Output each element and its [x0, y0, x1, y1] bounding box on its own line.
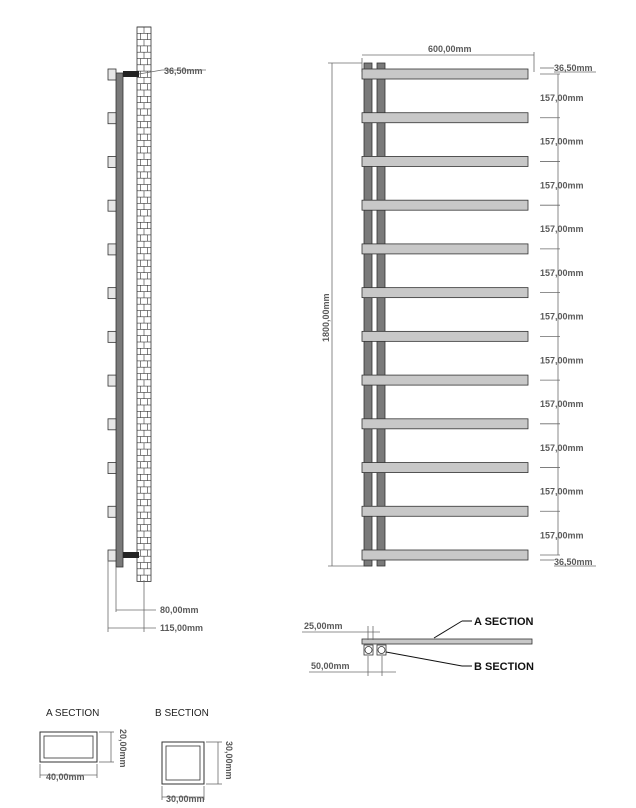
spacing-label: 157,00mm	[540, 224, 584, 235]
spacing-label: 157,00mm	[540, 442, 584, 453]
spacing-label: 157,00mm	[540, 180, 584, 191]
side-bar-end	[108, 156, 116, 167]
side-bar-end	[108, 200, 116, 211]
side-bar-end	[108, 506, 116, 517]
section-b-outer	[162, 742, 204, 784]
section-a-height-label: 20,00mm	[118, 729, 128, 768]
side-bar-ends	[108, 69, 116, 561]
front-width-label: 600,00mm	[428, 44, 472, 54]
section-a-outer	[40, 732, 97, 762]
front-bottom-offset-label: 36,50mm	[554, 557, 593, 567]
section-b-width-label: 30,00mm	[166, 794, 205, 804]
towel-bar	[362, 244, 528, 254]
spacing-label: 157,00mm	[540, 93, 584, 103]
side-bar-end	[108, 419, 116, 430]
wall-distance-outer-label: 115,00mm	[160, 623, 204, 633]
front-height-label: 1800,00mm	[321, 293, 331, 342]
bottom-wall-mount	[123, 552, 139, 558]
section-a-width-label: 40,00mm	[46, 772, 85, 782]
towel-bar	[362, 331, 528, 341]
front-spacing-dimensions	[540, 74, 584, 555]
top-wall-mount	[123, 71, 139, 77]
spacing-label: 157,00mm	[540, 136, 584, 147]
section-a-title: A SECTION	[46, 708, 100, 719]
section-b-height-label: 30,00mm	[224, 741, 234, 780]
front-top-offset-label: 36,50mm	[554, 63, 593, 73]
top-dim-pipe-label: 25,00mm	[304, 621, 343, 631]
top-view	[302, 616, 534, 676]
towel-bar	[362, 506, 528, 516]
front-view	[321, 44, 596, 567]
side-bar-end	[108, 69, 116, 80]
section-b	[155, 708, 234, 804]
section-a	[40, 708, 128, 782]
spacing-label: 157,00mm	[540, 311, 584, 322]
towel-bar	[362, 463, 528, 473]
callout-a-label: A SECTION	[474, 616, 534, 628]
towel-bar	[362, 419, 528, 429]
front-left-pipe	[364, 63, 372, 566]
towel-bar	[362, 113, 528, 123]
callout-a-leader	[434, 621, 462, 638]
callout-b-leader	[386, 652, 462, 666]
front-right-pipe	[377, 63, 385, 566]
wall-distance-inner-label: 80,00mm	[160, 605, 199, 615]
top-view-bar	[362, 639, 532, 644]
side-bar-end	[108, 550, 116, 561]
side-vertical-pipe	[116, 73, 123, 567]
spacing-label: 157,00mm	[540, 530, 584, 541]
spacing-label: 157,00mm	[540, 355, 584, 366]
spacing-label: 157,00mm	[540, 267, 584, 278]
spacing-label: 157,00mm	[540, 399, 584, 410]
towel-bar	[362, 156, 528, 166]
towel-bar	[362, 288, 528, 298]
towel-bar	[362, 200, 528, 210]
top-dim-spacing-label: 50,00mm	[311, 661, 350, 671]
side-bar-end	[108, 463, 116, 474]
side-bar-end	[108, 113, 116, 124]
side-bar-end	[108, 375, 116, 386]
side-top-offset-label: 36,50mm	[164, 66, 203, 76]
towel-bar	[362, 550, 528, 560]
side-bar-end	[108, 331, 116, 342]
side-bar-end	[108, 244, 116, 255]
section-b-title: B SECTION	[155, 708, 209, 719]
side-bar-end	[108, 288, 116, 299]
brick-wall	[137, 27, 151, 581]
callout-b-label: B SECTION	[474, 661, 534, 673]
towel-bar	[362, 375, 528, 385]
towel-bar	[362, 69, 528, 79]
spacing-label: 157,00mm	[540, 486, 584, 497]
front-bars	[362, 69, 528, 560]
side-view	[108, 27, 206, 633]
